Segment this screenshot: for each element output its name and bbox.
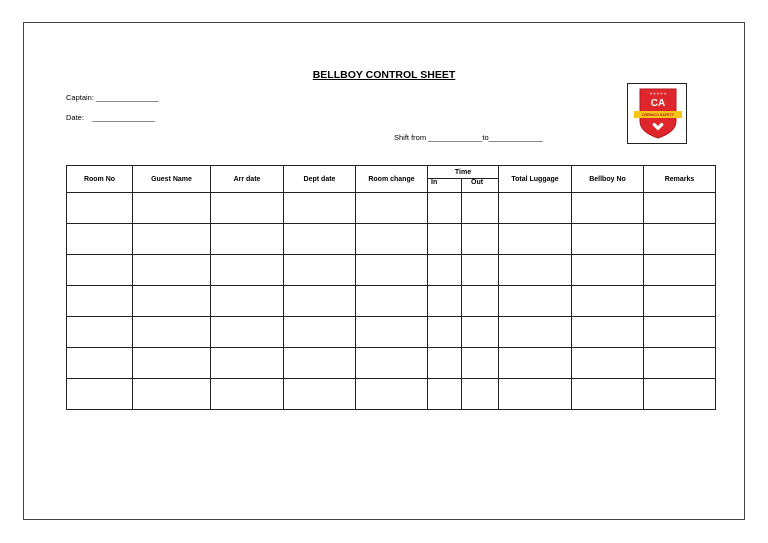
table-cell[interactable] <box>67 317 133 348</box>
table-cell[interactable] <box>462 286 499 317</box>
table-row <box>67 379 716 410</box>
table-cell[interactable] <box>284 348 356 379</box>
table-cell[interactable] <box>284 224 356 255</box>
table-cell[interactable] <box>211 224 284 255</box>
date-field: Date: _______________ <box>66 113 155 122</box>
table-cell[interactable] <box>462 193 499 224</box>
table-cell[interactable] <box>284 379 356 410</box>
table-cell[interactable] <box>67 193 133 224</box>
table-cell[interactable] <box>133 348 211 379</box>
table-cell[interactable] <box>356 379 428 410</box>
table-row <box>67 348 716 379</box>
table-cell[interactable] <box>284 255 356 286</box>
table-cell[interactable] <box>644 379 716 410</box>
table-cell[interactable] <box>67 255 133 286</box>
shift-field: Shift from _____________to_____________ <box>394 133 543 142</box>
document-title: BELLBOY CONTROL SHEET <box>312 69 456 81</box>
table-row <box>67 255 716 286</box>
table-cell[interactable] <box>499 193 572 224</box>
header-room-no: Room No <box>67 166 133 193</box>
header-dept-date: Dept date <box>284 166 356 193</box>
header-total-luggage: Total Luggage <box>499 166 572 193</box>
table-cell[interactable] <box>644 286 716 317</box>
table-cell[interactable] <box>356 317 428 348</box>
table-cell[interactable] <box>211 379 284 410</box>
table-cell[interactable] <box>284 286 356 317</box>
table-cell[interactable] <box>462 255 499 286</box>
table-cell[interactable] <box>499 348 572 379</box>
table-cell[interactable] <box>133 224 211 255</box>
table-cell[interactable] <box>499 379 572 410</box>
table-cell[interactable] <box>133 317 211 348</box>
table-row <box>67 224 716 255</box>
table-cell[interactable] <box>211 348 284 379</box>
table-cell[interactable] <box>211 286 284 317</box>
table-cell[interactable] <box>499 317 572 348</box>
table-cell[interactable] <box>644 193 716 224</box>
bellboy-table <box>66 165 716 410</box>
table-cell[interactable] <box>572 193 644 224</box>
table-cell[interactable] <box>67 224 133 255</box>
header-remarks: Remarks <box>644 166 716 193</box>
table-cell[interactable] <box>428 255 462 286</box>
table-cell[interactable] <box>644 255 716 286</box>
logo-banner: CHEMICO SAFETY <box>641 113 675 118</box>
table-cell[interactable] <box>644 348 716 379</box>
table-cell[interactable] <box>572 317 644 348</box>
table-row <box>67 193 716 224</box>
table-cell[interactable] <box>572 286 644 317</box>
table-cell[interactable] <box>133 379 211 410</box>
table-cell[interactable] <box>67 379 133 410</box>
table-cell[interactable] <box>462 379 499 410</box>
table-cell[interactable] <box>499 255 572 286</box>
table-cell[interactable] <box>462 317 499 348</box>
header-guest-name: Guest Name <box>133 166 211 193</box>
table-cell[interactable] <box>133 193 211 224</box>
header-bellboy-no: Bellboy No <box>572 166 644 193</box>
table-cell[interactable] <box>428 379 462 410</box>
document-page <box>23 22 745 520</box>
table-cell[interactable] <box>572 348 644 379</box>
table-cell[interactable] <box>211 317 284 348</box>
table-cell[interactable] <box>644 317 716 348</box>
svg-text:★ ★ ★ ★ ★: ★ ★ ★ ★ ★ <box>649 91 667 96</box>
table-cell[interactable] <box>572 224 644 255</box>
table-cell[interactable] <box>133 286 211 317</box>
table-cell[interactable] <box>356 348 428 379</box>
table-cell[interactable] <box>499 224 572 255</box>
logo-initials: CA <box>650 98 666 109</box>
table-cell[interactable] <box>462 224 499 255</box>
header-time-in: In <box>428 179 462 193</box>
header-arr-date: Arr date <box>211 166 284 193</box>
shield-logo-icon <box>628 84 688 145</box>
table-cell[interactable] <box>211 255 284 286</box>
header-room-change: Room change <box>356 166 428 193</box>
table-row <box>67 286 716 317</box>
header-time-out: Out <box>462 179 499 193</box>
table-cell[interactable] <box>572 379 644 410</box>
table-cell[interactable] <box>67 348 133 379</box>
table-cell[interactable] <box>499 286 572 317</box>
captain-field: Captain: _______________ <box>66 93 159 102</box>
table-cell[interactable] <box>356 224 428 255</box>
table-cell[interactable] <box>356 255 428 286</box>
header-time: Time <box>428 166 499 179</box>
table-cell[interactable] <box>67 286 133 317</box>
table-cell[interactable] <box>428 286 462 317</box>
table-cell[interactable] <box>462 348 499 379</box>
table-cell[interactable] <box>284 193 356 224</box>
table-cell[interactable] <box>284 317 356 348</box>
table-row <box>67 317 716 348</box>
table-cell[interactable] <box>428 224 462 255</box>
table-cell[interactable] <box>428 193 462 224</box>
table-cell[interactable] <box>644 224 716 255</box>
table-cell[interactable] <box>356 193 428 224</box>
company-logo <box>627 83 687 144</box>
table-cell[interactable] <box>428 317 462 348</box>
table-cell[interactable] <box>428 348 462 379</box>
table-cell[interactable] <box>211 193 284 224</box>
table-cell[interactable] <box>356 286 428 317</box>
table-cell[interactable] <box>133 255 211 286</box>
table-cell[interactable] <box>572 255 644 286</box>
